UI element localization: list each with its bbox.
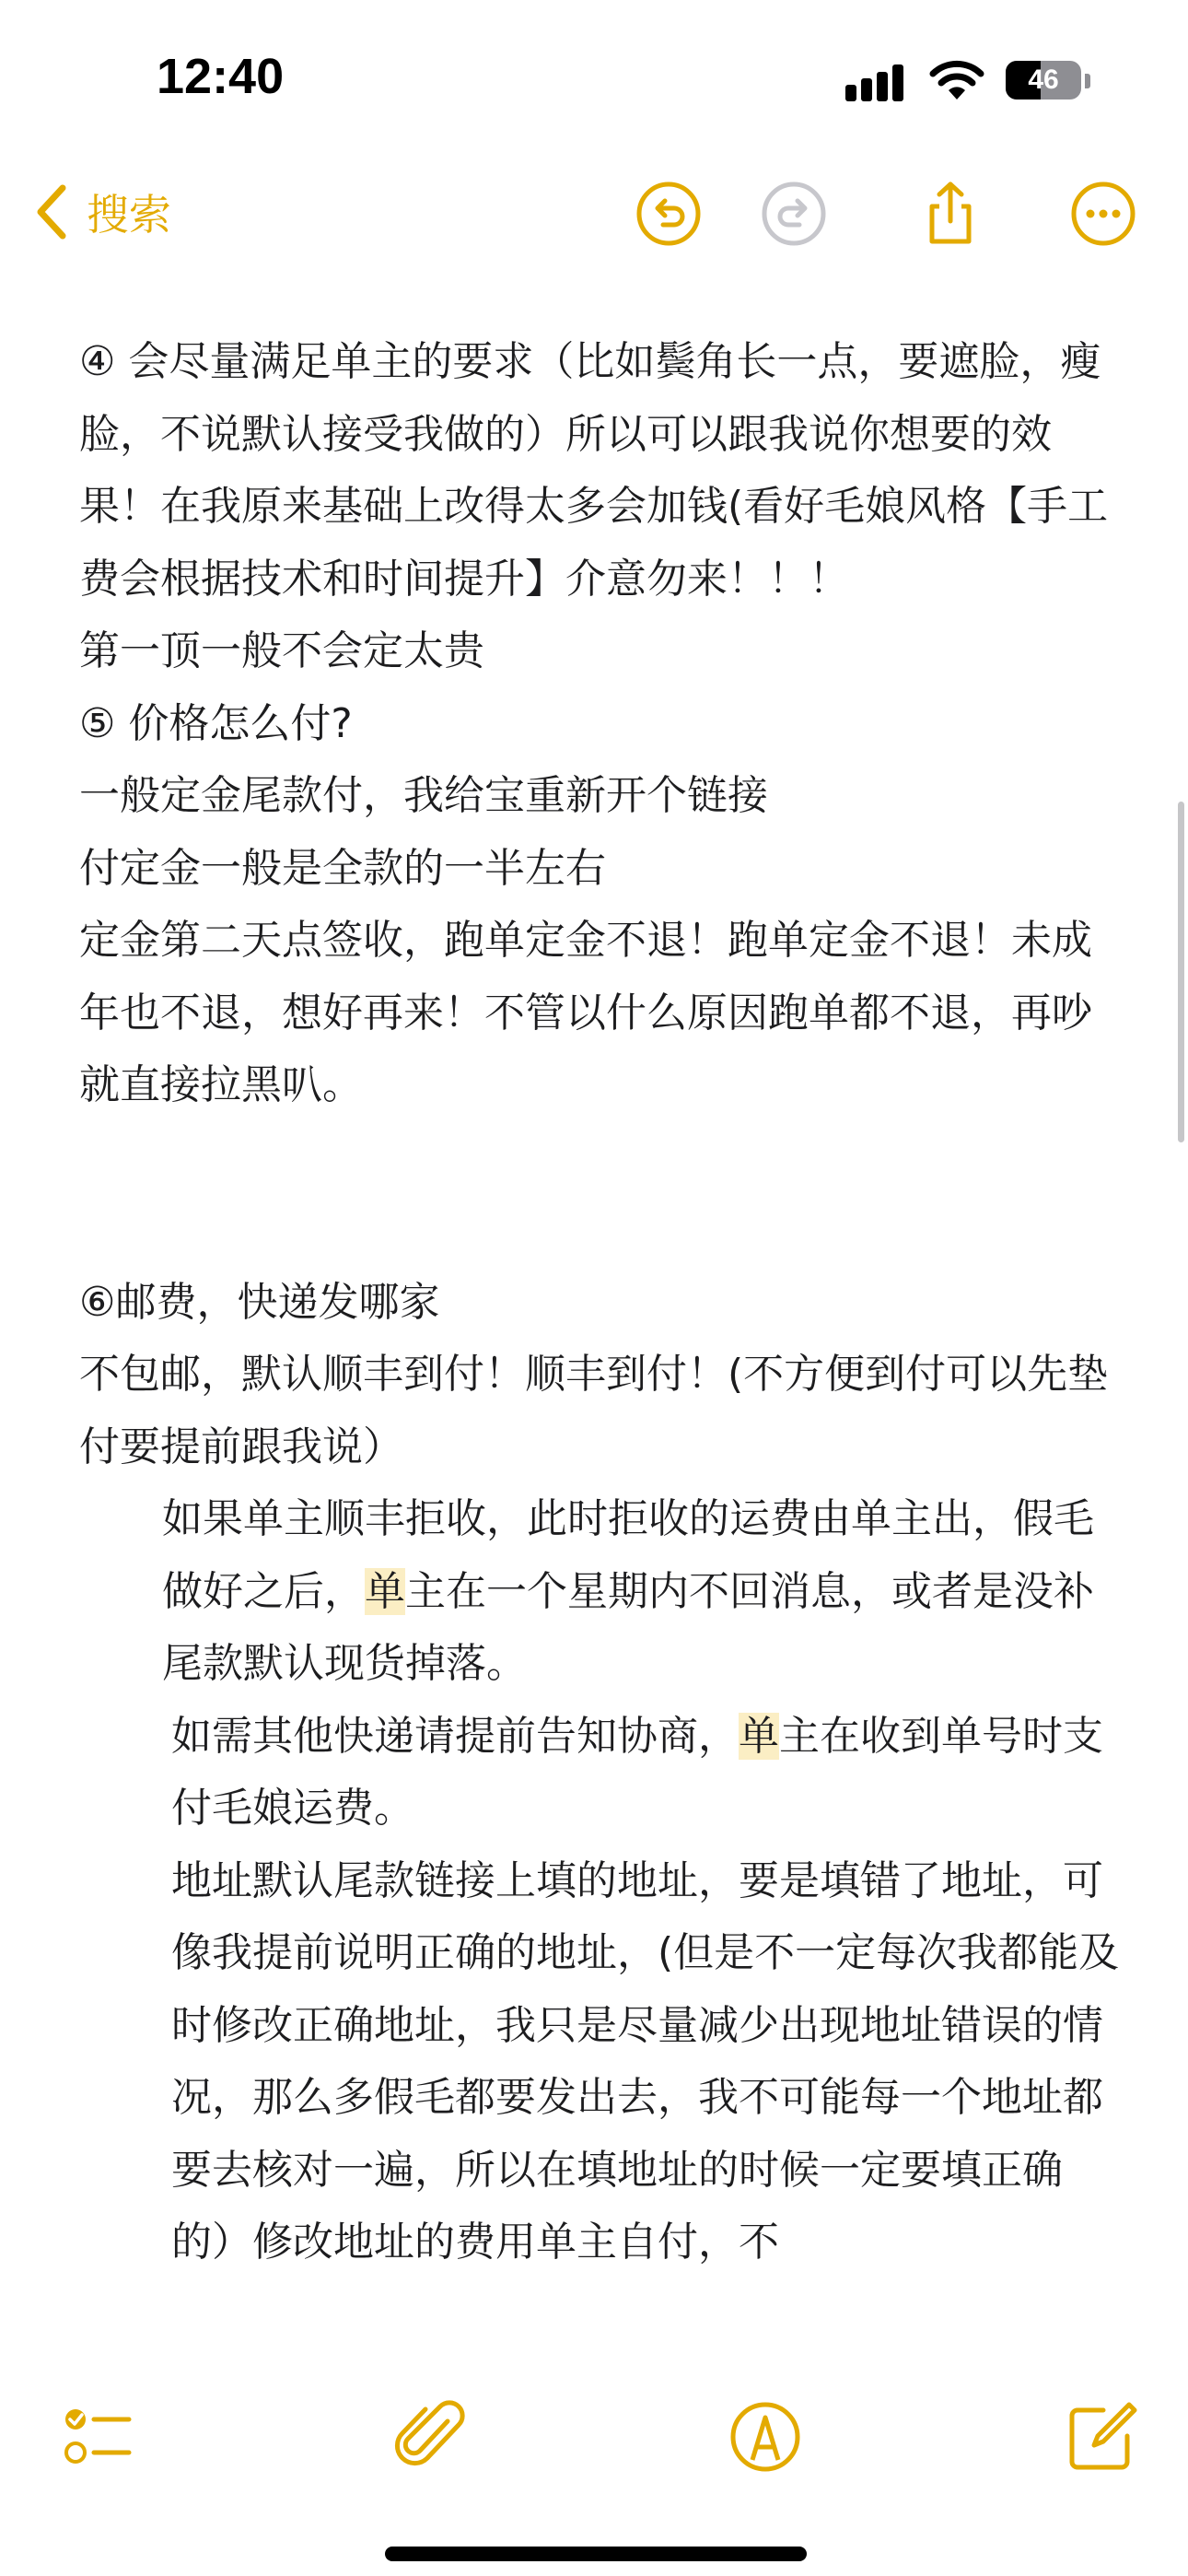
blank-lines bbox=[79, 1122, 1120, 1267]
note-body[interactable] bbox=[79, 326, 1120, 2279]
note-line-deposit-amount: 付定金一般是全款的一半左右 bbox=[79, 844, 606, 892]
back-button[interactable] bbox=[33, 175, 171, 249]
wifi-icon bbox=[928, 59, 985, 101]
scroll-indicator[interactable] bbox=[1178, 802, 1184, 1142]
note-line-first-price: 第一顶一般不会定太贵 bbox=[79, 627, 484, 674]
refusal-text-b: 主在一个星期内不回消息，或者是没补尾款默认现货掉落。 bbox=[162, 1567, 1094, 1687]
status-bar bbox=[0, 0, 1188, 157]
note-line-requirements: ④ 会尽量满足单主的要求（比如鬓角长一点，要遮脸，瘦脸，不说默认接受我做的）所以可以跟我说你想要的效果！在我原来基础上改得太多会加钱(看好毛娘风格【手工费会根据技术和时间提升】介意勿来！！！ bbox=[79, 338, 1109, 603]
redo-icon[interactable] bbox=[761, 181, 827, 247]
chevron-left-icon bbox=[33, 182, 70, 241]
compose-icon[interactable] bbox=[1063, 2399, 1138, 2475]
battery-level: 46 bbox=[1028, 64, 1059, 95]
battery-icon bbox=[1006, 61, 1081, 100]
courier-text-b: 主在收到单号时支付毛娘运费。 bbox=[171, 1712, 1103, 1832]
search-highlight: 单 bbox=[739, 1712, 779, 1760]
share-icon[interactable] bbox=[917, 181, 984, 247]
markup-icon[interactable] bbox=[728, 2399, 803, 2475]
back-label: 搜索 bbox=[87, 190, 171, 240]
checklist-icon[interactable] bbox=[61, 2399, 136, 2475]
battery-cap bbox=[1085, 74, 1090, 88]
more-icon[interactable] bbox=[1070, 181, 1136, 247]
note-line-deposit-policy: 定金第二天点签收，跑单定金不退！跑单定金不退！未成年也不退，想好再来！不管以什么原因跑单都不退，再吵就直接拉黑叭。 bbox=[79, 917, 1092, 1108]
undo-icon[interactable] bbox=[635, 181, 702, 247]
search-highlight: 单 bbox=[365, 1567, 405, 1615]
note-line-shipping-terms: 不包邮，默认顺丰到付！顺丰到付！(不方便到付可以先垫付要提前跟我说） bbox=[79, 1351, 1109, 1470]
note-para-courier bbox=[79, 1701, 1120, 1845]
note-line-deposit-method: 一般定金尾款付，我给宝重新开个链接 bbox=[79, 772, 768, 819]
refusal-text-a: 如果单主顺丰拒收，此时拒收的运费由单主出，假毛做好之后， bbox=[162, 1495, 1094, 1615]
note-line-shipping-heading: ⑥邮费，快递发哪家 bbox=[79, 1278, 440, 1326]
home-indicator[interactable] bbox=[385, 2547, 807, 2561]
note-para-refusal bbox=[79, 1483, 1120, 1701]
status-time: 12:40 bbox=[157, 49, 285, 104]
note-para-address: 地址默认尾款链接上填的地址，要是填错了地址，可像我提前说明正确的地址，(但是不一定每次我都能及时修改正确地址，我只是尽量减少出现地址错误的情况，那么多假毛都要发出去，我不可能每一个地址都要去核对一遍，所以在填地址的时候一定要填正确的）修改地址的费用单主自付，不 bbox=[171, 1856, 1120, 2266]
note-line-payment-heading: ⑤ 价格怎么付? bbox=[79, 699, 353, 747]
attachment-icon[interactable] bbox=[394, 2399, 470, 2475]
signal-icon bbox=[845, 64, 910, 101]
bottom-toolbar bbox=[0, 2322, 1188, 2576]
courier-text-a: 如需其他快递请提前告知协商， bbox=[171, 1712, 739, 1760]
